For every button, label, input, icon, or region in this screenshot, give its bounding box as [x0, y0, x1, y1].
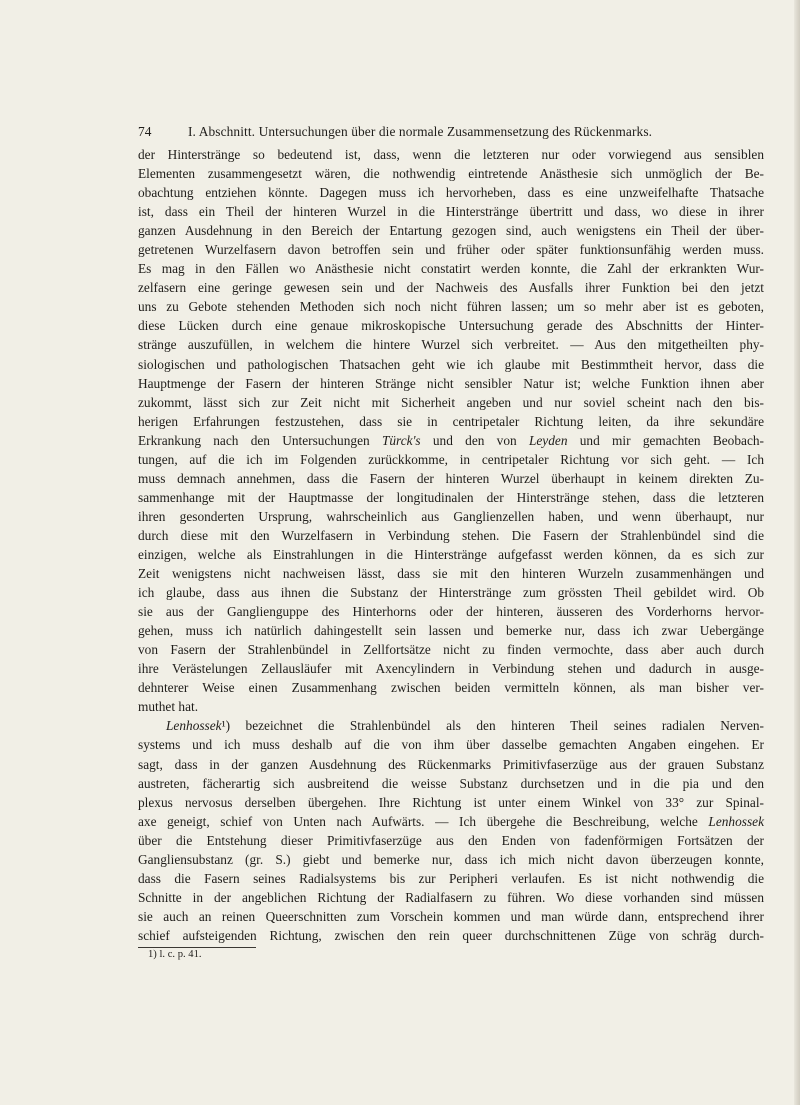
running-title: I. Abschnitt. Untersuchungen über die normale Zusammensetzung des Rückenmarks.: [188, 124, 653, 139]
text-line: Hauptmenge der Fasern der hinteren Stränge nicht sensibler Natur ist; welche Funktion ihnen aber: [138, 375, 764, 391]
text-line: muthet hat.: [138, 699, 199, 715]
text-line: ihren gesonderten Ursprung, wahrscheinlich aus Ganglienzellen haben, und wenn überhaupt, nur: [138, 508, 764, 524]
text-line: Zeit wenigstens nicht nachweisen lässt, dass sie mit den hinteren Wurzeln zusammenhängen und: [138, 566, 764, 582]
text-line: sie auch an reinen Queerschnitten zum Vorschein kommen und man würde dann, entsprechend ihrer: [138, 908, 764, 924]
text-line: plexus nervosus derselben übergehen. Ihre Richtung ist unter einem Winkel von 33° zur Spinal-: [138, 794, 764, 810]
text-line: ihre Verästelungen Zellausläufer mit Axencylindern in Verbindung stehen und dadurch in ausge-: [138, 661, 764, 677]
page-body: [138, 145, 764, 945]
text-line: diese Lücken durch eine genaue mikroskopische Untersuchung gerade des Abschnitts der Hinter-: [138, 318, 764, 334]
text-line: ist, dass ein Theil der hinteren Wurzel in die Hinterstränge übertritt und dass, wo diese in ihrer: [138, 204, 764, 220]
text-line: sammenhange mit der Hauptmasse der longitudinalen der Hinterstränge stehen, dass die letzteren: [138, 489, 764, 505]
text-line: muss demnach annehmen, dass die Fasern der hinteren Wurzel überhaupt in keinem direkten Zu-: [138, 470, 764, 486]
text-line: stränge auszufüllen, in welchem die hintere Wurzel sich verbreitet. — Aus den mitgetheilten phy-: [138, 337, 764, 353]
text-line: ganzen Ausdehnung in den Bereich der Entartung gezogen sind, auch wenigstens ein Theil der über-: [138, 223, 764, 239]
paragraph-2: [138, 716, 764, 945]
text-line: Erkrankung nach den Untersuchungen Türck's und den von Leyden und mir gemachten Beobach-: [138, 432, 764, 448]
book-page: [138, 124, 764, 960]
text-line: getretenen Wurzelfasern davon betroffen sein und früher oder später funktionsunfähig werden muss.: [138, 242, 764, 258]
text-line: uns zu Gebote stehenden Methoden sich noch nicht führen lassen; um so mehr aber ist es geboten,: [138, 299, 764, 315]
footnote-rule: [138, 947, 256, 948]
text-line: systems und ich muss deshalb auf die von ihm über dasselbe gemachten Angaben eingehen. Er: [138, 737, 764, 753]
text-line: austreten, fächerartig sich ausbreitend die weisse Substanz durchsetzen und in die pia und den: [138, 775, 764, 791]
text-line: zelfasern eine geringe gewesen sein und der Nachweis des Ausfalls ihrer Funktion bei den jetzt: [138, 280, 764, 296]
text-line: schief aufsteigenden Richtung, zwischen den rein queer durchschnittenen Züge von schräg durch-: [138, 927, 764, 943]
text-line: einzigen, welche als Einstrahlungen in die Hinterstränge aufgefasst werden können, da es sich zur: [138, 546, 764, 562]
text-line: Gangliensubstanz (gr. S.) giebt und bemerke nur, dass ich mich nicht davon überzeugen konnte,: [138, 851, 764, 867]
text-line: tungen, auf die ich im Folgenden zurückkomme, in centripetaler Richtung vor sich geht. — Ich: [138, 451, 764, 467]
text-line: dehnterer Weise einen Zusammenhang zwischen beiden vermitteln können, als man bisher ver-: [138, 680, 764, 696]
text-line: obachtung entziehen könnte. Dagegen muss ich hervorheben, dass es eine unzweifelhafte Thatsache: [138, 185, 764, 201]
text-line: herigen Erfahrungen festzustehen, dass sie in centripetaler Richtung leiten, da ihre sekundäre: [138, 413, 764, 429]
text-line: Elementen zusammengesetzt wären, die nothwendig eintretende Anästhesie sich unmöglich der Be-: [138, 166, 764, 182]
text-line: gehen, muss ich natürlich dahingestellt sein lassen und bemerke nur, dass ich zwar Uebergänge: [138, 623, 764, 639]
text-line: durch diese mit den Wurzelfasern in Verbindung stehen. Die Fasern der Strahlenbündel sind die: [138, 527, 764, 543]
paragraph-1: [138, 145, 764, 716]
text-line: sagt, dass in der ganzen Ausdehnung des Rückenmarks Primitivfaserzüge aus der grauen Substanz: [138, 756, 764, 772]
page-number: 74: [138, 124, 152, 139]
text-line: dass die Fasern seines Radialsystems bis zur Peripheri verlaufen. Es ist nicht nothwendig die: [138, 870, 764, 886]
text-line: Es mag in den Fällen wo Anästhesie nicht constatirt werden konnte, die Zahl der erkrankten Wur-: [138, 261, 764, 277]
page-edge-shadow: [794, 0, 800, 1105]
text-line: axe geneigt, schief von Unten nach Aufwärts. — Ich übergehe die Beschreibung, welche Lenhossek: [138, 813, 764, 829]
footnote: 1) l. c. p. 41.: [148, 948, 202, 960]
text-line: über die Entstehung dieser Primitivfaserzüge aus den Enden von fadenförmigen Fortsätzen der: [138, 832, 764, 848]
running-header: [138, 124, 764, 140]
text-line: ich glaube, dass aus ihnen die Substanz der Hinterstränge zum grössten Theil gebildet wird. Ob: [138, 585, 764, 601]
text-line: von Fasern der Strahlenbündel in Zellfortsätze nicht zu finden vermochte, dass aber auch durch: [138, 642, 764, 658]
text-line: der Hinterstränge so bedeutend ist, dass, wenn die letzteren nur oder vorwiegend aus sensiblen: [138, 147, 764, 162]
text-line: zukommt, lässt sich zur Zeit nicht mit Sicherheit angeben und nur soviel scheint nach den bis-: [138, 394, 764, 410]
text-line: Lenhossek¹) bezeichnet die Strahlenbündel als den hinteren Theil seines radialen Nerven-: [166, 718, 764, 734]
text-line: sie aus der Ganglienguppe des Hinterhorns oder der hinteren, äusseren des Vorderhorns hervor-: [138, 604, 764, 620]
text-line: siologischen und pathologischen Thatsachen geht wie ich glaube mit Bestimmtheit hervor, dass die: [138, 356, 764, 372]
text-line: Schnitte in der angeblichen Richtung der Radialfasern zu führen. Wo diese vorhanden sind müssen: [138, 889, 764, 905]
